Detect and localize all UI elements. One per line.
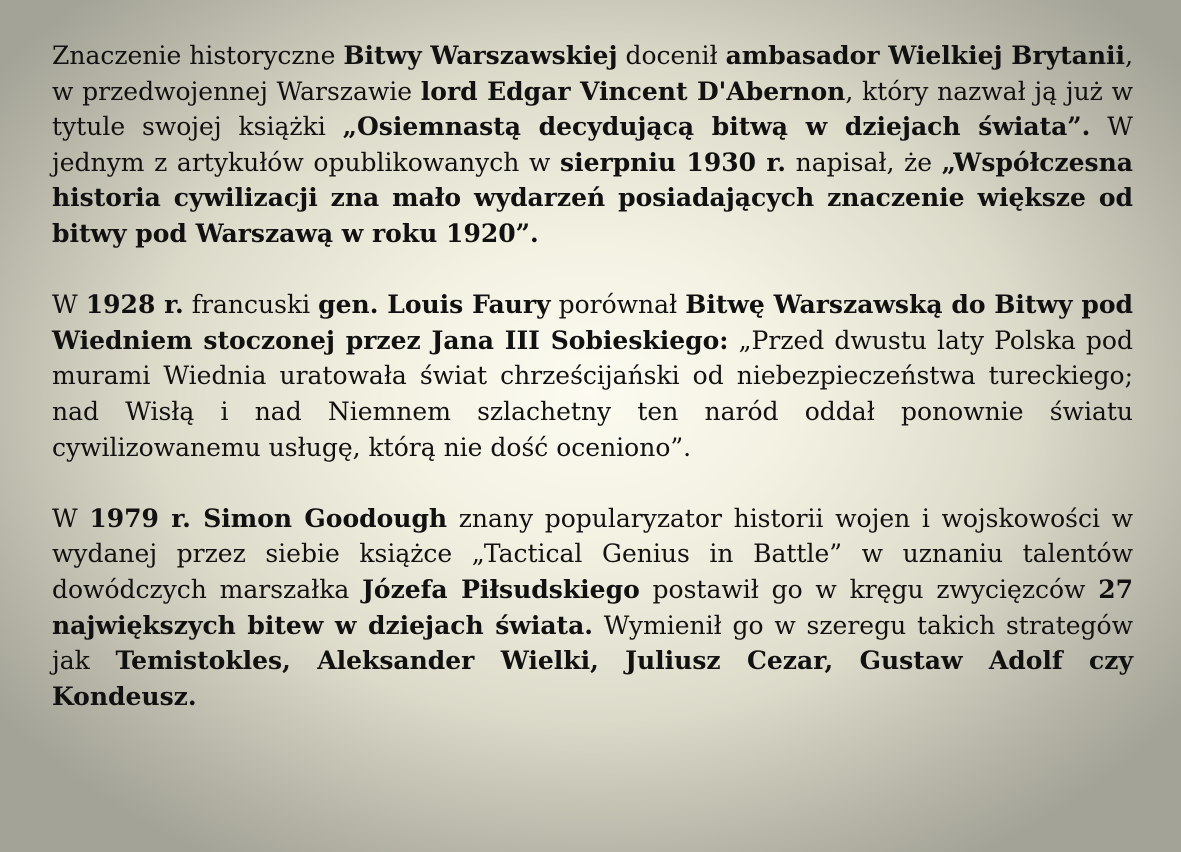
text-run: napisał, że — [785, 147, 942, 177]
bold-run: lord Edgar Vincent D'Abernon — [420, 76, 846, 106]
paragraph-dabernon — [52, 38, 1133, 252]
text-run: porównał — [550, 290, 686, 320]
text-run: znany popularyzator historii wojen i wojskowości w wydanej przez siebie książce „Tactical Genius in Battle” w uznaniu talentów dowódczych marszałka — [52, 503, 1133, 604]
text-run: Znaczenie historyczne — [52, 41, 344, 70]
bold-run: 1928 r. — [85, 290, 184, 320]
paragraph-faury — [52, 287, 1133, 465]
bold-run: Bitwę Warszawską do Bitwy pod Wiedniem stoczonej przez Jana III Sobieskiego: — [52, 290, 1133, 355]
text-body — [52, 38, 1133, 750]
bold-run: Temistokles, Aleksander Wielki, Juliusz Cezar, Gustaw Adolf czy Kondeusz. — [52, 646, 1133, 711]
text-run: Wymienił go w szeregu takich strategów jak — [52, 610, 1133, 676]
text-run: W — [52, 503, 90, 533]
text-run: „Przed dwustu laty Polska pod murami Wiednia uratowała świat chrześcijański od niebezpieczeństwa tureckiego; nad Wisłą i nad Niemnem szlachetny ten naród oddał ponownie światu cywilizowanemu usługę, którą nie dość oceniono”. — [52, 325, 1133, 462]
bold-run: 1979 r. Simon Goodough — [89, 503, 448, 533]
bold-run: Józefa Piłsudskiego — [362, 574, 640, 604]
text-run: docenił — [617, 41, 726, 70]
bold-run: ambasador Wielkiej Brytanii — [725, 41, 1126, 70]
bold-run: „Współczesna historia cywilizacji zna mało wydarzeń posiadających znaczenie większe od bitwy pod Warszawą w roku 1920”. — [52, 147, 1133, 248]
paragraph-goodough — [52, 501, 1133, 715]
text-run: francuski — [183, 290, 319, 320]
bold-run: Bitwy Warszawskiej — [343, 41, 618, 70]
bold-run: „Osiemnastą decydującą bitwą w dziejach świata”. — [342, 112, 1091, 142]
bold-run: sierpniu 1930 r. — [560, 147, 786, 177]
bold-run: 27 największych bitew w dziejach świata. — [52, 574, 1133, 640]
text-run: W jednym z artykułów opublikowanych w — [52, 112, 1133, 177]
bold-run: gen. Louis Faury — [318, 290, 551, 320]
text-run: W — [52, 290, 86, 320]
text-run: postawił go w kręgu zwycięzców — [639, 574, 1099, 604]
text-run: , który nazwał ją już w tytule swojej książki — [52, 76, 1134, 142]
text-run: , w przedwojennej Warszawie — [52, 41, 1134, 106]
